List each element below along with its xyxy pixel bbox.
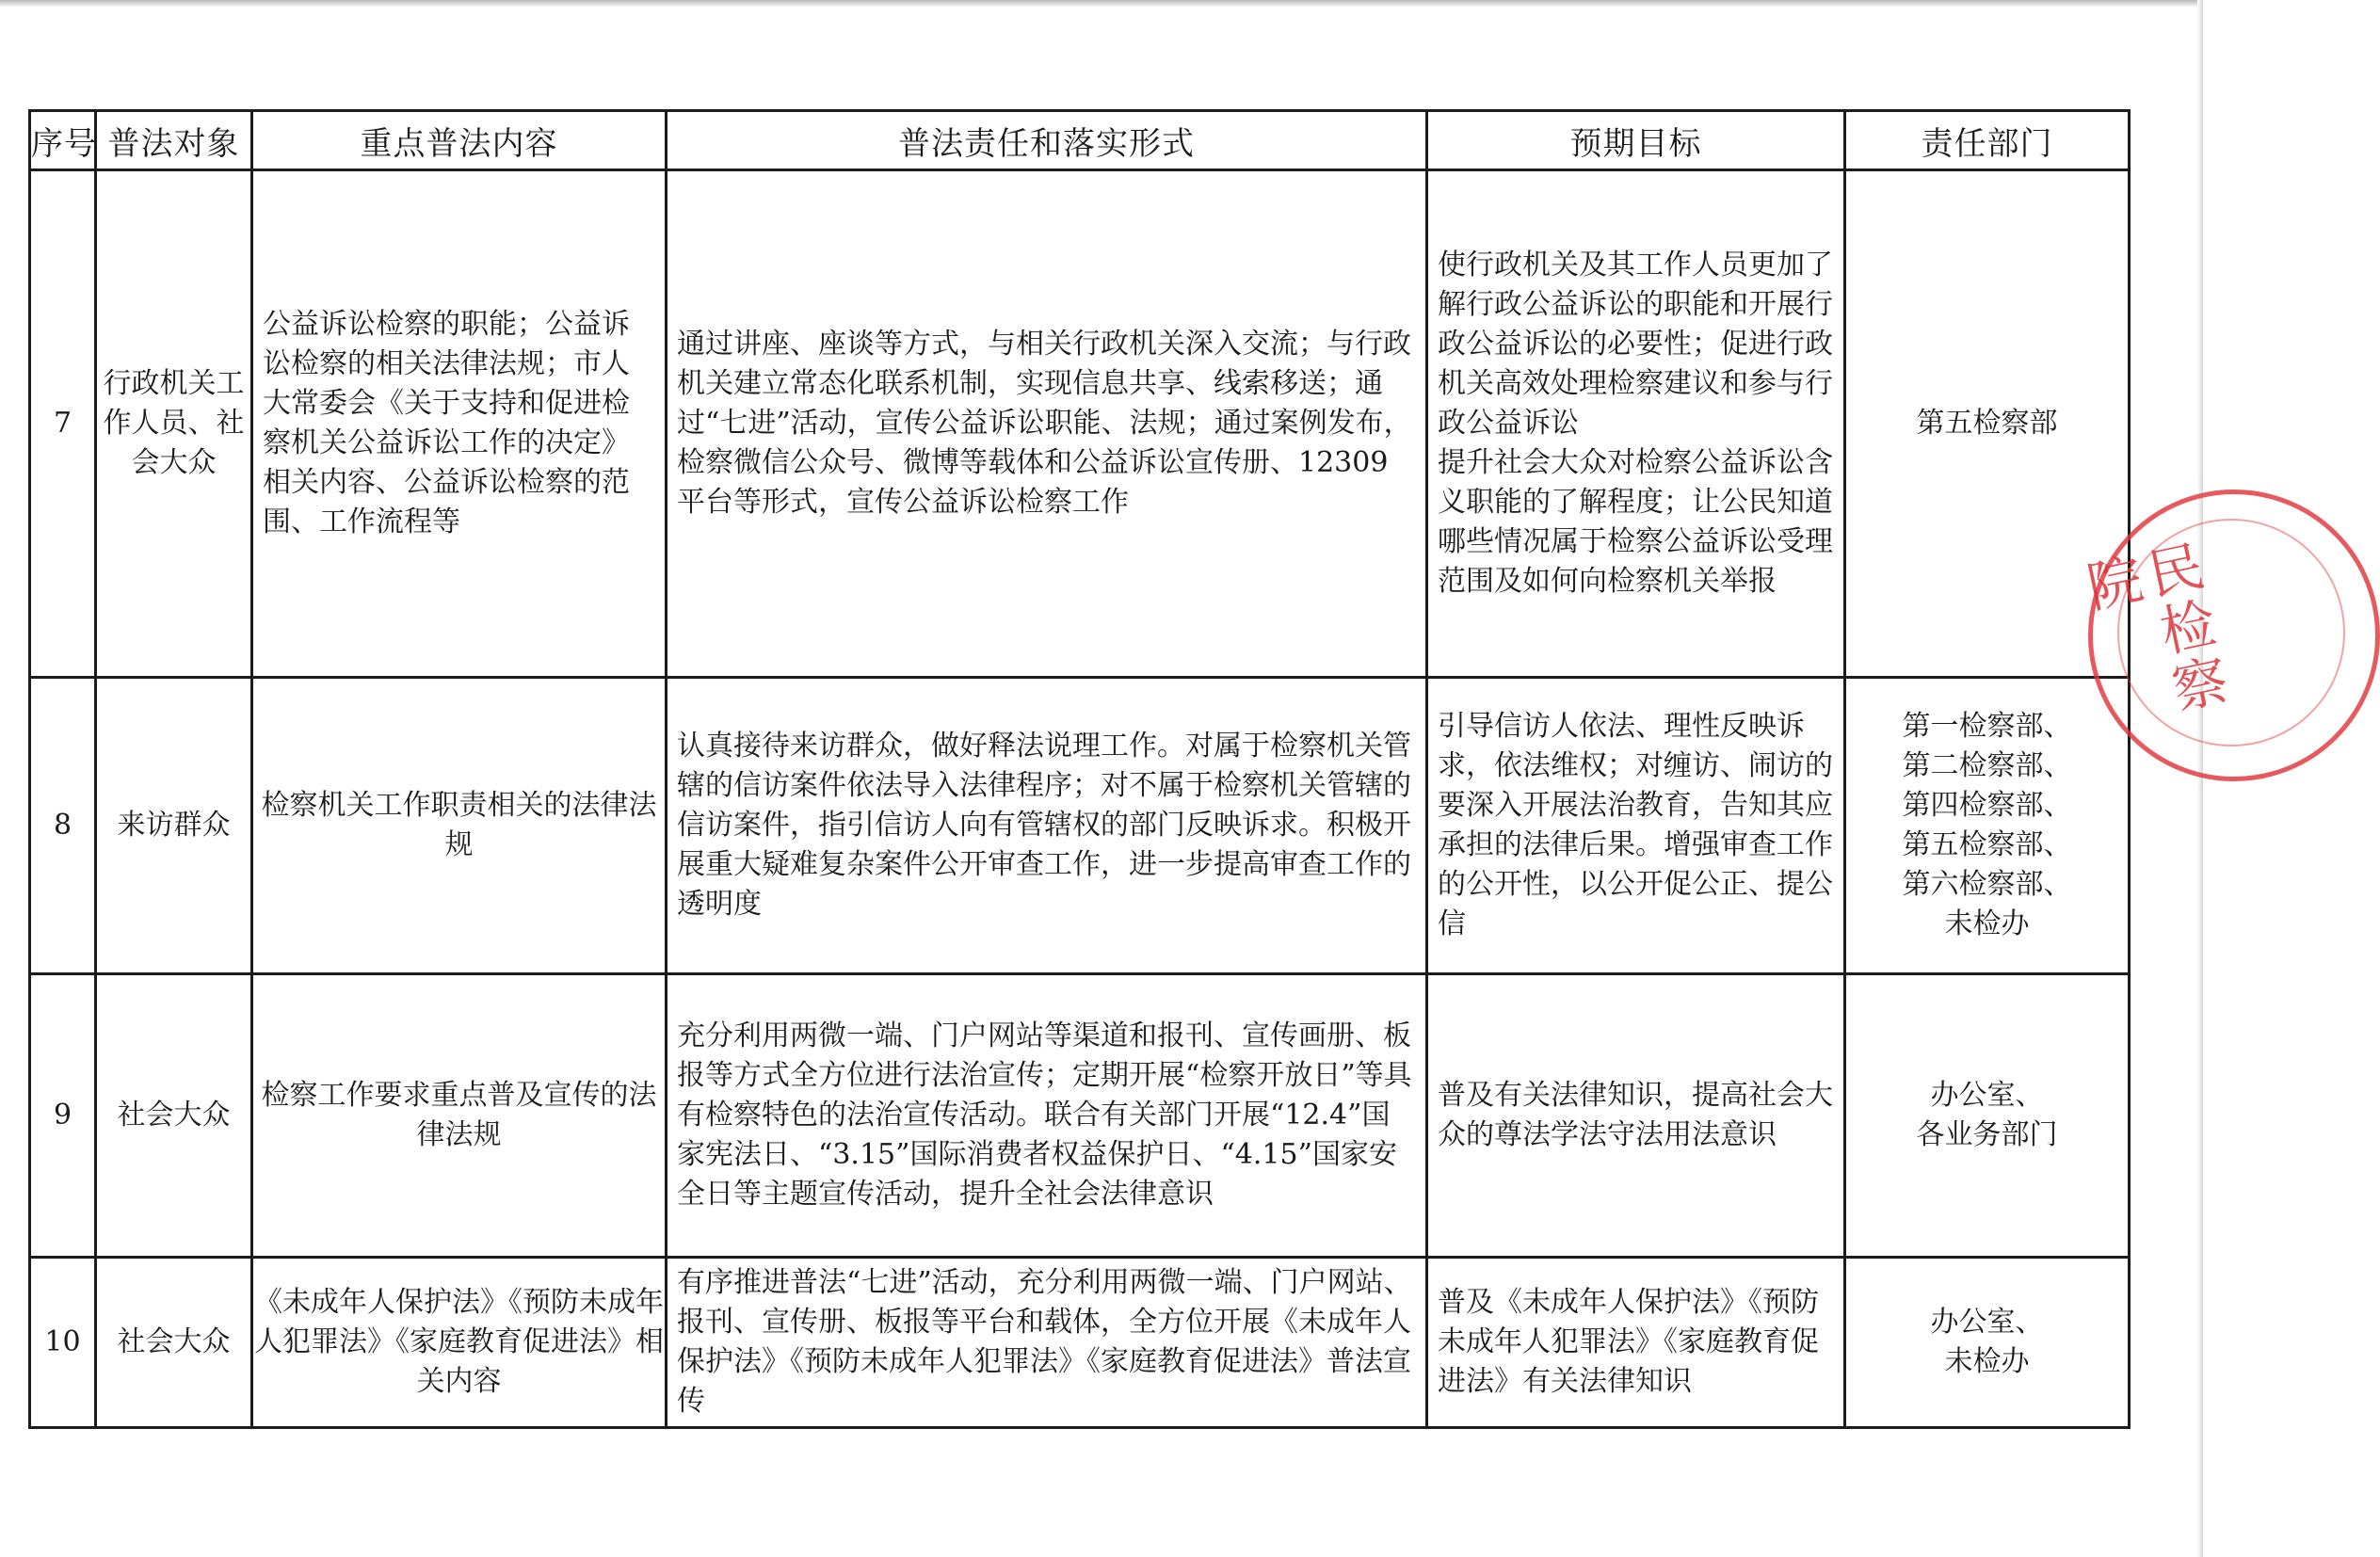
table-header-row — [30, 111, 2130, 170]
legal-education-plan-table — [28, 109, 2131, 1429]
header-target-audience: 普法对象 — [96, 111, 252, 170]
row-responsible-dept: 办公室、 各业务部门 — [1845, 974, 2130, 1258]
row-serial-number: 9 — [30, 974, 96, 1258]
row-expected-goal: 普及有关法律知识，提高社会大众的尊法学法守法用法意识 — [1427, 974, 1845, 1258]
row-key-content: 检察机关工作职责相关的法律法规 — [252, 678, 667, 974]
scan-edge-right — [2197, 0, 2203, 1557]
row-target-audience: 社会大众 — [96, 974, 252, 1258]
header-serial-number: 序号 — [30, 111, 96, 170]
row-key-content: 检察工作要求重点普及宣传的法律法规 — [252, 974, 667, 1258]
row-responsibility-form: 充分利用两微一端、门户网站等渠道和报刊、宣传画册、板报等方式全方位进行法治宣传；定期开展“检察开放日”等具有检察特色的法治宣传活动。联合有关部门开展“12.4”国家宪法日、“3.15”国际消费者权益保护日、“4.15”国家安全日等主题宣传活动，提升全社会法律意识 — [667, 974, 1427, 1258]
row-expected-goal: 普及《未成年人保护法》《预防未成年人犯罪法》《家庭教育促进法》有关法律知识 — [1427, 1258, 1845, 1428]
row-target-audience: 行政机关工作人员、社会大众 — [96, 170, 252, 678]
row-serial-number: 10 — [30, 1258, 96, 1428]
row-responsible-dept: 第一检察部、 第二检察部、 第四检察部、 第五检察部、 第六检察部、 未检办 — [1845, 678, 2130, 974]
row-expected-goal: 使行政机关及其工作人员更加了解行政公益诉讼的职能和开展行政公益诉讼的必要性；促进行政机关高效处理检察建议和参与行政公益诉讼 提升社会大众对检察公益诉讼含义职能的了解程度；让公民知道哪些情况属于检察公益诉讼受理范围及如何向检察机关举报 — [1427, 170, 1845, 678]
seal-text: 民检察院 — [2073, 536, 2233, 721]
row-responsibility-form: 认真接待来访群众，做好释法说理工作。对属于检察机关管辖的信访案件依法导入法律程序；对不属于检察机关管辖的信访案件，指引信访人向有管辖权的部门反映诉求。积极开展重大疑难复杂案件公开审查工作，进一步提高审查工作的透明度 — [667, 678, 1427, 974]
row-responsible-dept: 第五检察部 — [1845, 170, 2130, 678]
table-row — [30, 974, 2130, 1258]
row-target-audience: 社会大众 — [96, 1258, 252, 1428]
row-key-content: 公益诉讼检察的职能；公益诉讼检察的相关法律法规；市人大常委会《关于支持和促进检察机关公益诉讼工作的决定》相关内容、公益诉讼检察的范围、工作流程等 — [252, 170, 667, 678]
row-key-content: 《未成年人保护法》《预防未成年人犯罪法》《家庭教育促进法》相关内容 — [252, 1258, 667, 1428]
header-expected-goal: 预期目标 — [1427, 111, 1845, 170]
header-responsibility-form: 普法责任和落实形式 — [667, 111, 1427, 170]
seal-inner-ring — [2117, 519, 2345, 746]
official-seal-stamp — [2073, 490, 2380, 781]
row-responsibility-form: 有序推进普法“七进”活动，充分利用两微一端、门户网站、报刊、宣传册、板报等平台和载体，全方位开展《未成年人保护法》《预防未成年人犯罪法》《家庭教育促进法》普法宣传 — [667, 1258, 1427, 1428]
row-serial-number: 8 — [30, 678, 96, 974]
row-responsible-dept: 办公室、 未检办 — [1845, 1258, 2130, 1428]
header-responsible-dept: 责任部门 — [1845, 111, 2130, 170]
scan-edge-top — [0, 0, 2203, 8]
row-target-audience: 来访群众 — [96, 678, 252, 974]
table-row — [30, 678, 2130, 974]
row-responsibility-form: 通过讲座、座谈等方式，与相关行政机关深入交流；与行政机关建立常态化联系机制，实现信息共享、线索移送；通过“七进”活动，宣传公益诉讼职能、法规；通过案例发布，检察微信公众号、微博等载体和公益诉讼宣传册、12309平台等形式，宣传公益诉讼检察工作 — [667, 170, 1427, 678]
row-expected-goal: 引导信访人依法、理性反映诉求，依法维权；对缠访、闹访的要深入开展法治教育，告知其应承担的法律后果。增强审查工作的公开性，以公开促公正、提公信 — [1427, 678, 1845, 974]
header-key-content: 重点普法内容 — [252, 111, 667, 170]
row-serial-number: 7 — [30, 170, 96, 678]
table-row — [30, 170, 2130, 678]
table-row — [30, 1258, 2130, 1428]
